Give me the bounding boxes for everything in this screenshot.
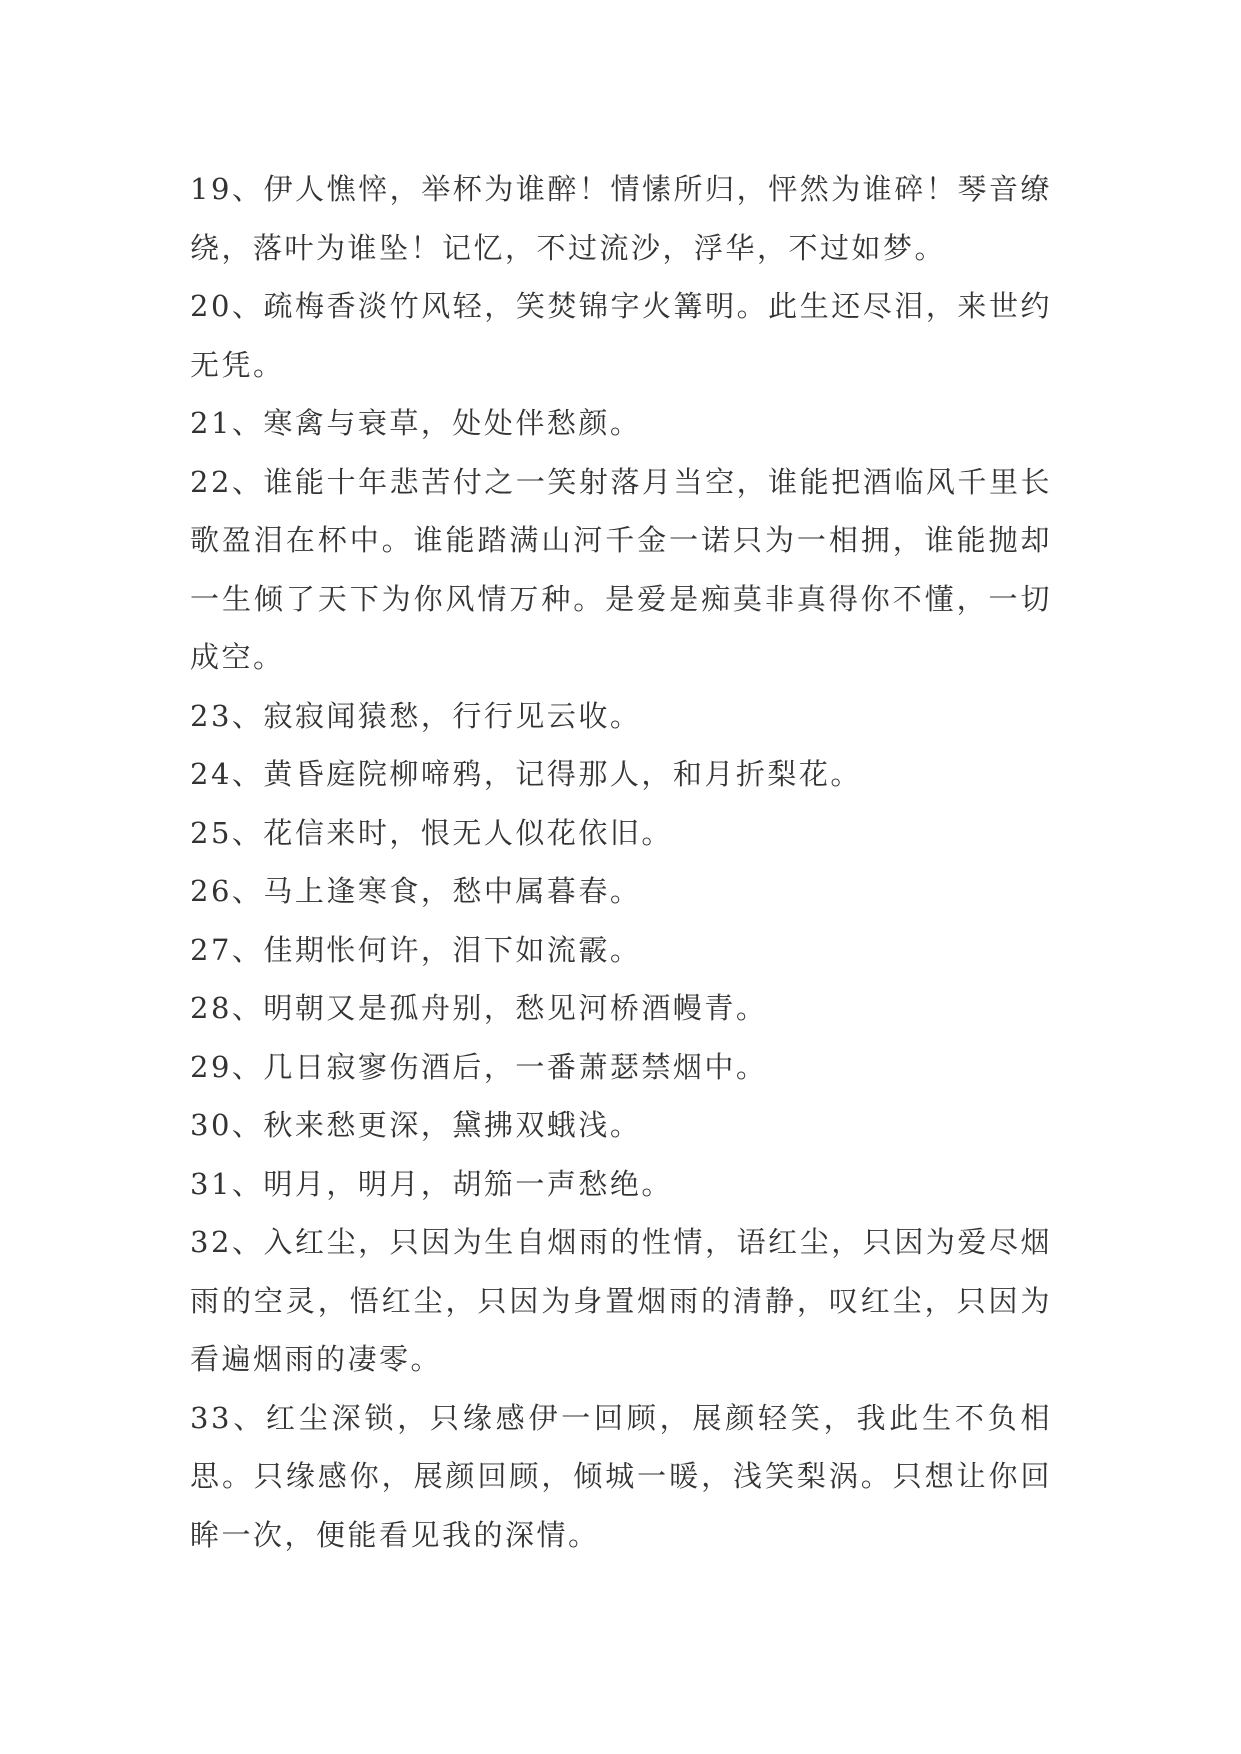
paragraph-29: 29、几日寂寥伤酒后，一番萧瑟禁烟中。 bbox=[190, 1049, 768, 1084]
paragraph-21: 21、寒禽与衰草，处处伴愁颜。 bbox=[190, 406, 642, 440]
document-body bbox=[190, 160, 1052, 1564]
paragraph-31: 31、明月，明月，胡笳一声愁绝。 bbox=[190, 1166, 673, 1201]
paragraph-24: 24、黄昏庭院柳啼鸦，记得那人，和月折梨花。 bbox=[190, 757, 862, 791]
paragraph-32: 32、入红尘，只因为生自烟雨的性情，语红尘，只因为爱尽烟雨的空灵，悟红尘，只因为身置烟雨的清静，叹红尘，只因为看遍烟雨的凄零。 bbox=[190, 1225, 1052, 1376]
paragraph-23: 23、寂寂闻猿愁，行行见云收。 bbox=[190, 698, 642, 733]
paragraph-22: 22、谁能十年悲苦付之一笑射落月当空，谁能把酒临风千里长歌盈泪在杯中。谁能踏满山河千金一诺只为一相拥，谁能抛却一生倾了天下为你风情万种。是爱是痴莫非真得你不懂，一切成空。 bbox=[190, 464, 1052, 674]
paragraph-20: 20、疏梅香淡竹风轻，笑焚锦字火篝明。此生还尽泪，来世约无凭。 bbox=[190, 289, 1052, 382]
paragraph-27: 27、佳期怅何许，泪下如流霰。 bbox=[190, 932, 642, 967]
paragraph-26: 26、马上逢寒食，愁中属暮春。 bbox=[190, 874, 642, 908]
paragraph-19: 19、伊人憔悴，举杯为谁醉！情愫所归，怦然为谁碎！琴音缭绕，落叶为谁坠！记忆，不过流沙，浮华，不过如梦。 bbox=[190, 172, 1052, 265]
paragraph-30: 30、秋来愁更深，黛拂双蛾浅。 bbox=[190, 1108, 642, 1142]
paragraph-28: 28、明朝又是孤舟别，愁见河桥酒幔青。 bbox=[190, 991, 768, 1025]
paragraph-33: 33、红尘深锁，只缘感伊一回顾，展颜轻笑，我此生不负相思。只缘感你，展颜回顾，倾城一暖，浅笑梨涡。只想让你回眸一次，便能看见我的深情。 bbox=[190, 1400, 1052, 1552]
paragraph-25: 25、花信来时，恨无人似花依旧。 bbox=[190, 815, 673, 850]
